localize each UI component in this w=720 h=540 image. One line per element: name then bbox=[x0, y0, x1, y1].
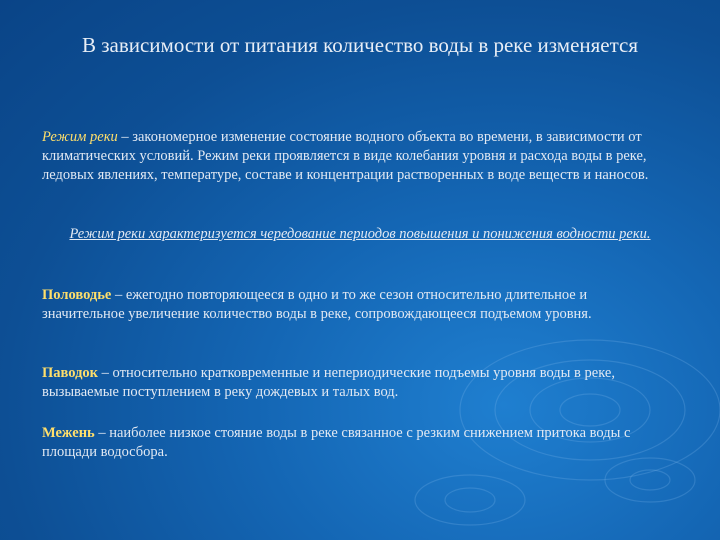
definition-text: – ежегодно повторяющееся в одно и то же сезон относительно длительное и значительное увеличение количество воды в реке, сопровождающееся подъемом уровня. bbox=[42, 287, 592, 322]
river-regime-note: Режим реки характеризуется чередование периодов повышения и понижения водности реки. bbox=[69, 226, 651, 242]
definition-text: – наиболее низкое стояние воды в реке связанное с резким снижением притока воды с площади водосбора. bbox=[42, 425, 631, 460]
term-freshet: Паводок bbox=[42, 365, 99, 381]
definition-low-water bbox=[42, 424, 672, 462]
term-low-water: Межень bbox=[42, 425, 95, 441]
definition-text: – закономерное изменение состояние водного объекта во времени, в зависимости от климатических условий. Режим реки проявляется в виде колебания уровня и расхода воды в реке, ледовых явлениях, температуре, составе и концентрации растворенных в воде веществ и наносов. bbox=[42, 129, 649, 183]
definition-river-regime bbox=[42, 128, 672, 185]
definition-text: – относительно кратковременные и непериодические подъемы уровня воды в реке, вызываемые поступлением в реку дождевых и талых вод. bbox=[42, 365, 615, 400]
term-river-regime: Режим реки bbox=[42, 129, 118, 145]
slide-title: В зависимости от питания количество воды в реке изменяется bbox=[81, 33, 639, 57]
term-flood-season: Половодье bbox=[42, 287, 112, 303]
definition-freshet bbox=[42, 364, 672, 402]
definition-flood-season bbox=[42, 286, 672, 324]
